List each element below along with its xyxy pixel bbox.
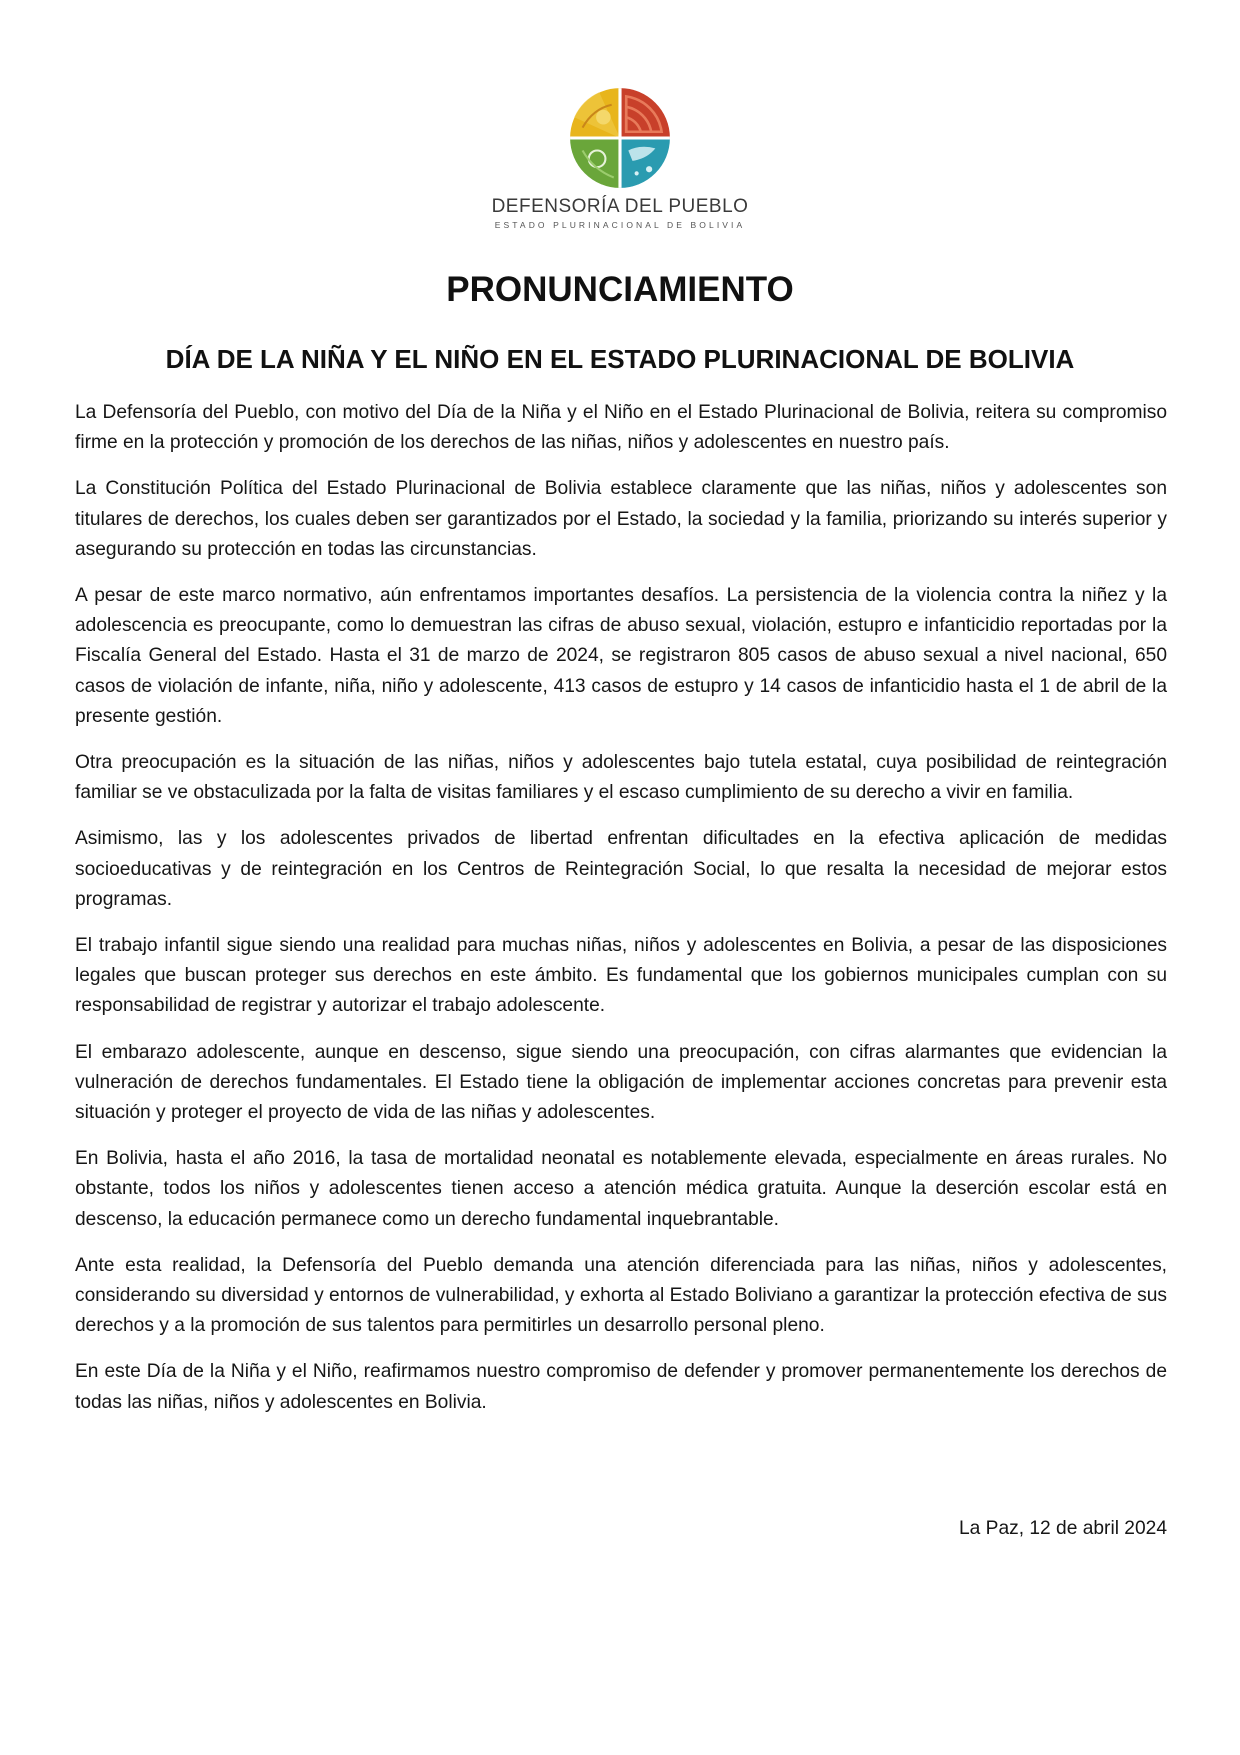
org-name: DEFENSORÍA DEL PUEBLO [491, 196, 749, 217]
paragraph: La Defensoría del Pueblo, con motivo del Día de la Niña y el Niño en el Estado Plurinacional de Bolivia, reitera su compromiso firme en la protección y promoción de los derechos de las niñas, niños y adolescentes en nuestro país. [75, 402, 1167, 454]
document-subtitle: DÍA DE LA NIÑA Y EL NIÑO EN EL ESTADO PLURINACIONAL DE BOLIVIA [165, 344, 1075, 374]
paragraph: En Bolivia, hasta el año 2016, la tasa de mortalidad neonatal es notablemente elevada, especialmente en áreas rurales. No obstante, todos los niños y adolescentes tienen acceso a atención médica gratuita. Aunque la deserción escolar está en descenso, la educación permanece como un derecho fundamental inquebrantable. [75, 1148, 1167, 1230]
org-subtitle: ESTADO PLURINACIONAL DE BOLIVIA [494, 220, 746, 230]
paragraph: El trabajo infantil sigue siendo una realidad para muchas niñas, niños y adolescentes en Bolivia, a pesar de las disposiciones legales que buscan proteger sus derechos en este ámbito. Es fundamental que los gobiernos municipales cumplan con su responsabilidad de registrar y autorizar el trabajo adolescente. [75, 935, 1167, 1017]
paragraph: El embarazo adolescente, aunque en descenso, sigue siendo una preocupación, con cifras alarmantes que evidencian la vulneración de derechos fundamentales. El Estado tiene la obligación de implementar acciones concretas para prevenir esta situación y proteger el proyecto de vida de las niñas y adolescentes. [75, 1041, 1167, 1124]
paragraph: Asimismo, las y los adolescentes privados de libertad enfrentan dificultades en la efectiva aplicación de medidas socioeducativas y de reintegración en los Centros de Reintegración Social, lo que resalta la necesidad de mejorar estos programas. [75, 828, 1167, 910]
paragraph: Otra preocupación es la situación de las niñas, niños y adolescentes bajo tutela estatal, cuya posibilidad de reintegración familiar se ve obstaculizada por la falta de visitas familiares y el escaso cumplimiento de su derecho a vivir en familia. [75, 752, 1167, 804]
paragraph: En este Día de la Niña y el Niño, reafirmamos nuestro compromiso de defender y promover permanentemente los derechos de todas las niñas, niños y adolescentes en Bolivia. [75, 1361, 1167, 1413]
paragraph: Ante esta realidad, la Defensoría del Pueblo demanda una atención diferenciada para las niñas, niños y adolescentes, considerando su diversidad y entornos de vulnerabilidad, y exhorta al Estado Boliviano a garantizar la protección efectiva de sus derechos y a la promoción de sus talentos para permitirles un desarrollo personal pleno. [75, 1254, 1167, 1337]
paragraph: A pesar de este marco normativo, aún enfrentamos importantes desafíos. La persistencia de la violencia contra la niñez y la adolescencia es preocupante, como lo demuestran las cifras de abuso sexual, violación, estupro e infanticidio reportadas por la Fiscalía General del Estado. Hasta el 31 de marzo de 2024, se registraron 805 casos de abuso sexual a nivel nacional, 650 casos de violación de infante, niña, niño y adolescente, 413 casos de estupro y 14 casos de infanticidio hasta el 1 de abril de la presente gestión. [75, 585, 1167, 727]
document-body [75, 398, 1167, 1434]
defensoria-logo-icon [568, 86, 672, 190]
paragraph: La Constitución Política del Estado Plurinacional de Bolivia establece claramente que las niñas, niños y adolescentes son titulares de derechos, los cuales deben ser garantizados por el Estado, la sociedad y la familia, priorizando su interés superior y asegurando su protección en todas las circunstancias. [75, 478, 1167, 560]
place-date: La Paz, 12 de abril 2024 [958, 1518, 1167, 1539]
header-logo-block [0, 86, 1240, 230]
document-title: PRONUNCIAMIENTO [446, 270, 794, 309]
